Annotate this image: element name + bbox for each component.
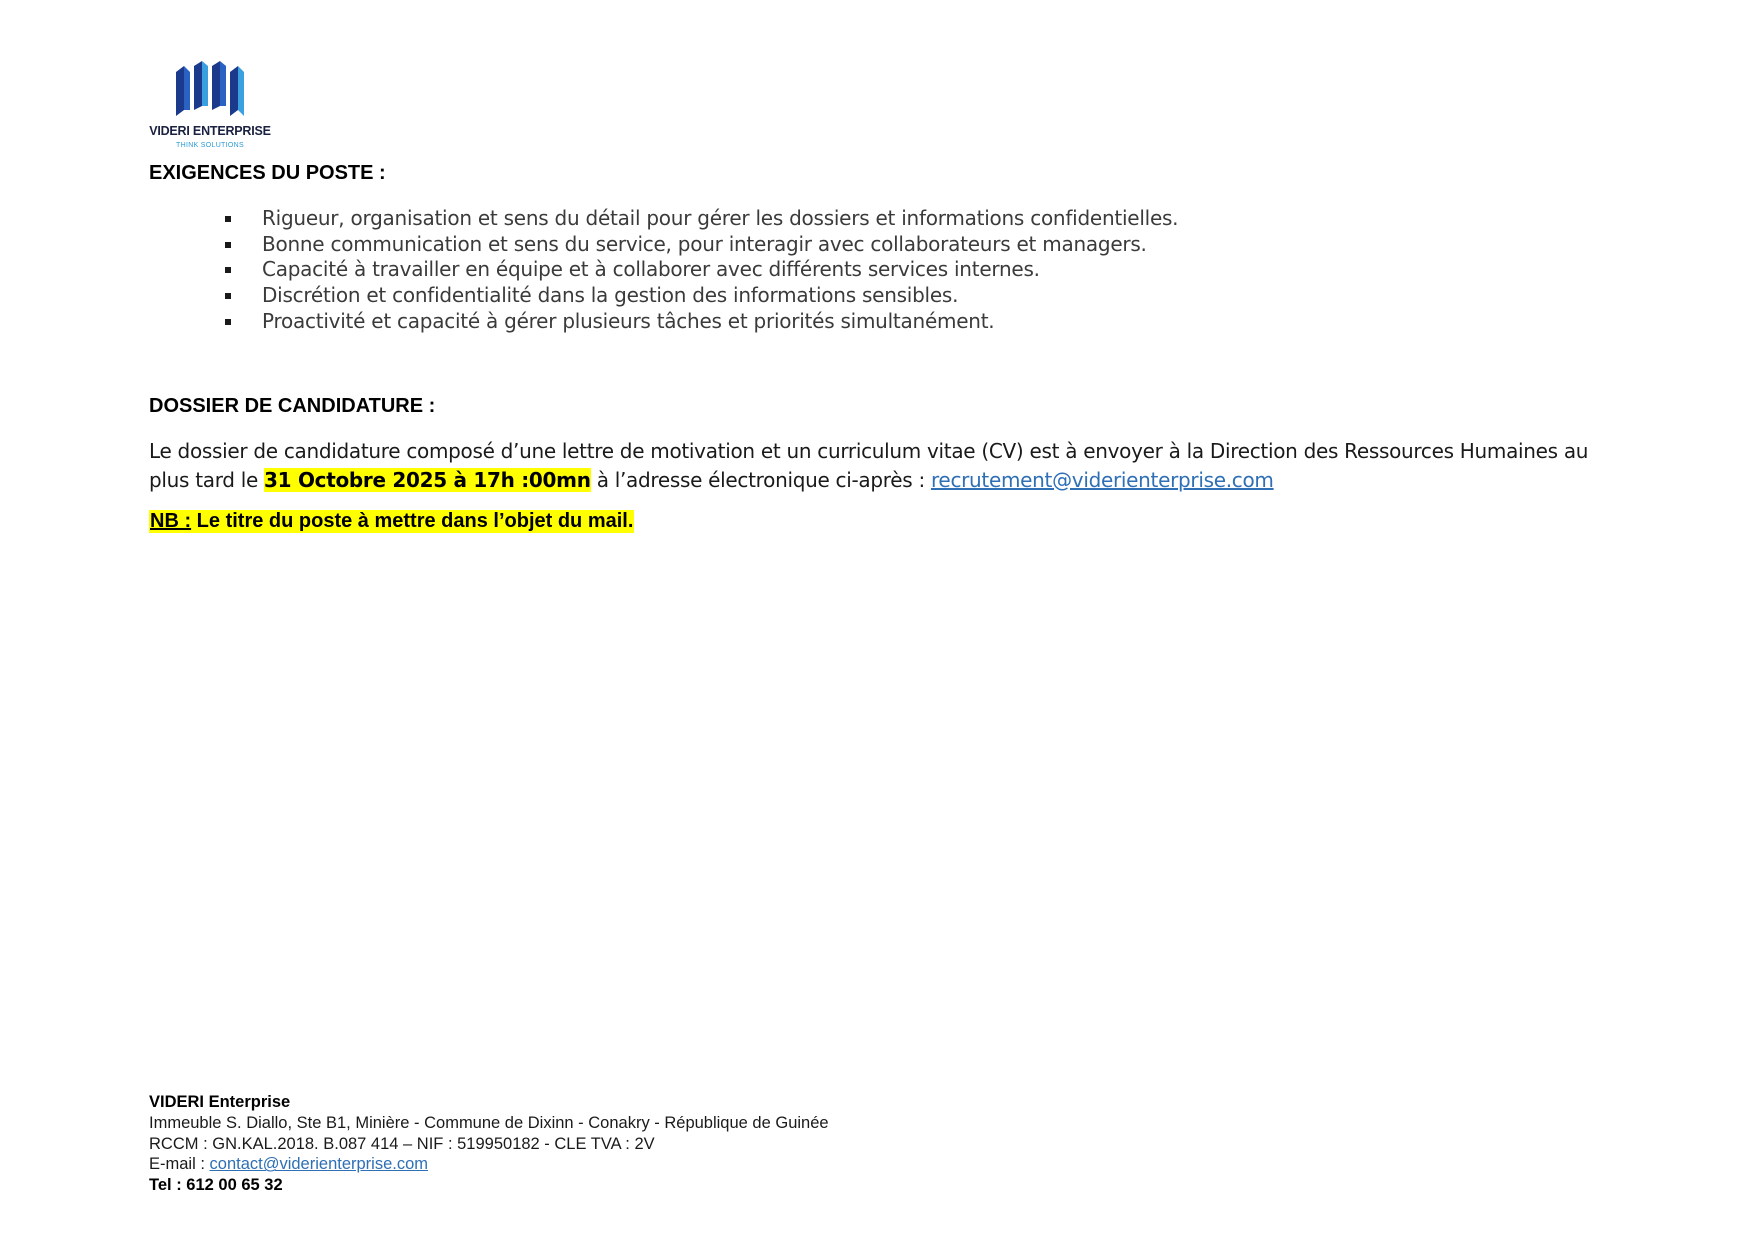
footer-address: Immeuble S. Diallo, Ste B1, Minière - Commune de Dixinn - Conakry - République de Guinée — [149, 1113, 829, 1132]
list-item — [149, 206, 1178, 232]
footer-email-link[interactable]: contact@viderienterprise.com — [209, 1155, 429, 1174]
list-item — [149, 232, 1178, 258]
list-item — [149, 309, 1178, 335]
requirement-text: Capacité à travailler en équipe et à collaborer avec différents services internes. — [262, 257, 1040, 282]
list-item — [149, 283, 1178, 309]
logo-name: VIDERI ENTERPRISE — [149, 124, 271, 138]
requirement-text: Proactivité et capacité à gérer plusieurs tâches et priorités simultanément. — [262, 308, 995, 333]
bullet-icon — [225, 319, 231, 325]
application-heading: DOSSIER DE CANDIDATURE : — [149, 395, 436, 417]
logo-mark-icon — [172, 60, 248, 118]
requirement-text: Rigueur, organisation et sens du détail pour gérer les dossiers et informations confidentielles. — [262, 206, 1179, 230]
logo-tagline: THINK SOLUTIONS — [176, 142, 244, 149]
bullet-icon — [225, 242, 231, 248]
nb-label: NB : — [150, 510, 192, 532]
list-item — [149, 257, 1178, 283]
requirement-text: Bonne communication et sens du service, pour interagir avec collaborateurs et managers. — [262, 231, 1147, 256]
bullet-icon — [225, 216, 231, 222]
application-text-before: Le dossier de candidature composé d’une lettre de motivation et un curriculum vitae (CV) est à envoyer à la Direction des Ressources Humaines au plus tard le — [149, 439, 1589, 492]
footer-company: VIDERI Enterprise — [149, 1093, 291, 1111]
recruitment-email-link[interactable]: recrutement@viderienterprise.com — [930, 467, 1274, 492]
nb-note — [149, 510, 634, 533]
bullet-icon — [225, 293, 231, 299]
requirement-text: Discrétion et confidentialité dans la gestion des informations sensibles. — [262, 283, 959, 308]
footer-email-label: E-mail : — [149, 1155, 210, 1174]
footer — [149, 1092, 829, 1196]
footer-registry: RCCM : GN.KAL.2018. B.087 414 – NIF : 519950182 - CLE TVA : 2V — [149, 1134, 655, 1153]
company-logo — [148, 58, 272, 154]
application-paragraph — [149, 437, 1619, 494]
nb-text: Le titre du poste à mettre dans l’objet du mail. — [191, 510, 634, 532]
footer-email-line — [149, 1154, 829, 1175]
requirements-list — [149, 206, 1178, 334]
footer-phone: Tel : 612 00 65 32 — [149, 1176, 283, 1195]
application-text-after: à l’adresse électronique ci-après : — [590, 467, 931, 492]
requirements-heading: EXIGENCES DU POSTE : — [149, 162, 386, 184]
deadline-highlight: 31 Octobre 2025 à 17h :00mn — [264, 467, 591, 492]
bullet-icon — [225, 267, 231, 273]
